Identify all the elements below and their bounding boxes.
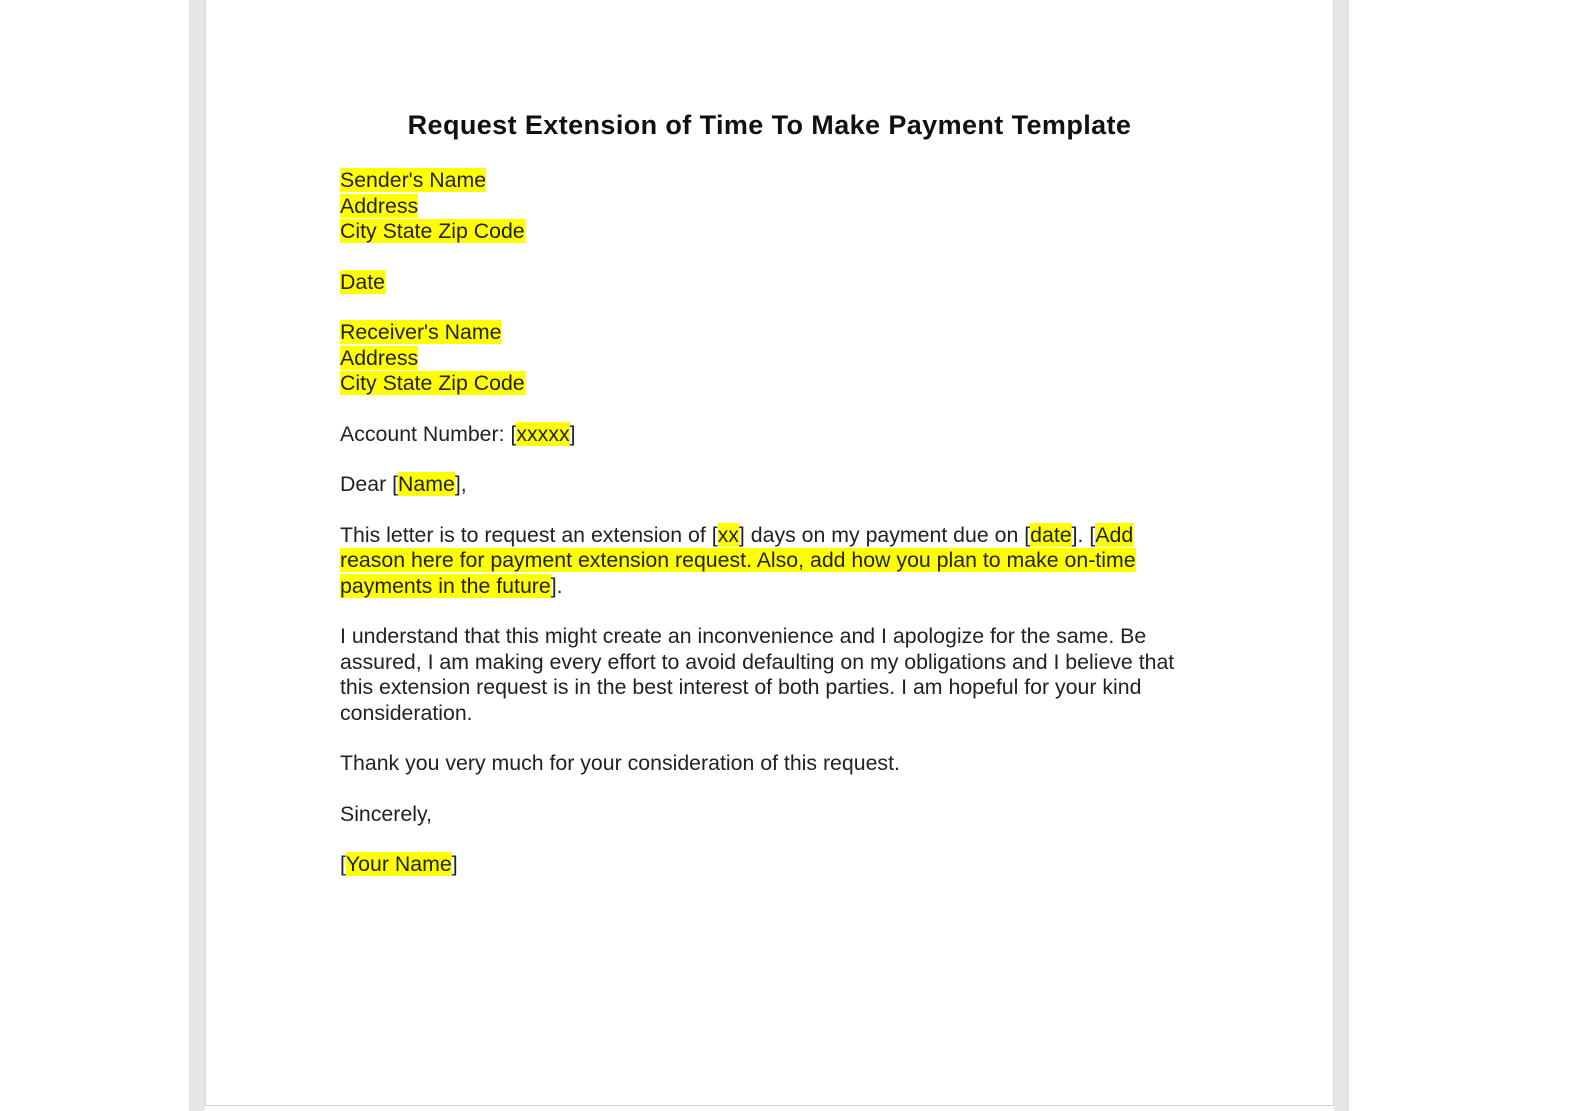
sender-name: Sender's Name — [340, 168, 487, 192]
account-number-label: Account Number: [ — [340, 421, 517, 446]
viewer-scrollbar-track[interactable] — [1334, 0, 1349, 1111]
receiver-block — [340, 320, 1180, 397]
salutation-name: Name — [398, 472, 455, 496]
receiver-name: Receiver's Name — [340, 320, 502, 344]
account-number-value: xxxxx — [516, 421, 570, 446]
viewer-gutter-left — [189, 0, 205, 1111]
sender-block — [340, 168, 1180, 245]
account-number-line — [340, 422, 1180, 448]
date-block — [340, 270, 1180, 296]
account-number-close: ] — [569, 421, 576, 446]
paragraph-request — [340, 523, 1180, 600]
salutation — [340, 472, 1180, 498]
signature-name: Your Name — [345, 852, 452, 876]
signature-close: ] — [451, 852, 458, 876]
letter-body — [340, 168, 1180, 903]
paragraph-request-text-2: ] days on my payment due on [ — [738, 522, 1031, 547]
sender-address: Address — [340, 193, 419, 218]
document-title: Request Extension of Time To Make Payment Template — [407, 110, 1132, 140]
receiver-address: Address — [340, 345, 419, 370]
paragraph-thanks: Thank you very much for your consideration of this request. — [340, 751, 900, 775]
extension-days: xx — [717, 522, 739, 547]
salutation-prefix: Dear [ — [340, 472, 398, 496]
paragraph-request-text-1: This letter is to request an extension of [ — [340, 522, 718, 547]
extension-reason: Add reason here for payment extension request. Also, add how you plan to make on-time payments in the future — [340, 522, 1136, 598]
paragraph-request-text-3: ]. [ — [1071, 522, 1096, 547]
signature-open: [ — [340, 852, 346, 876]
paragraph-request-text-4: ]. — [550, 573, 563, 598]
payment-due-date: date — [1030, 522, 1072, 547]
paragraph-understanding: I understand that this might create an inconvenience and I apologize for the same. Be assured, I am making every effort to avoid defaulting on my obligations and I believe that this extension request is in the best interest of both parties. I am hopeful for your kind consideration. — [340, 624, 1175, 725]
receiver-city-state-zip: City State Zip Code — [340, 371, 525, 395]
closing: Sincerely, — [340, 801, 432, 826]
document-page — [205, 0, 1334, 1106]
sender-city-state-zip: City State Zip Code — [340, 219, 525, 243]
salutation-suffix: ], — [454, 472, 467, 496]
signature — [340, 852, 1180, 878]
letter-date: Date — [340, 269, 385, 294]
